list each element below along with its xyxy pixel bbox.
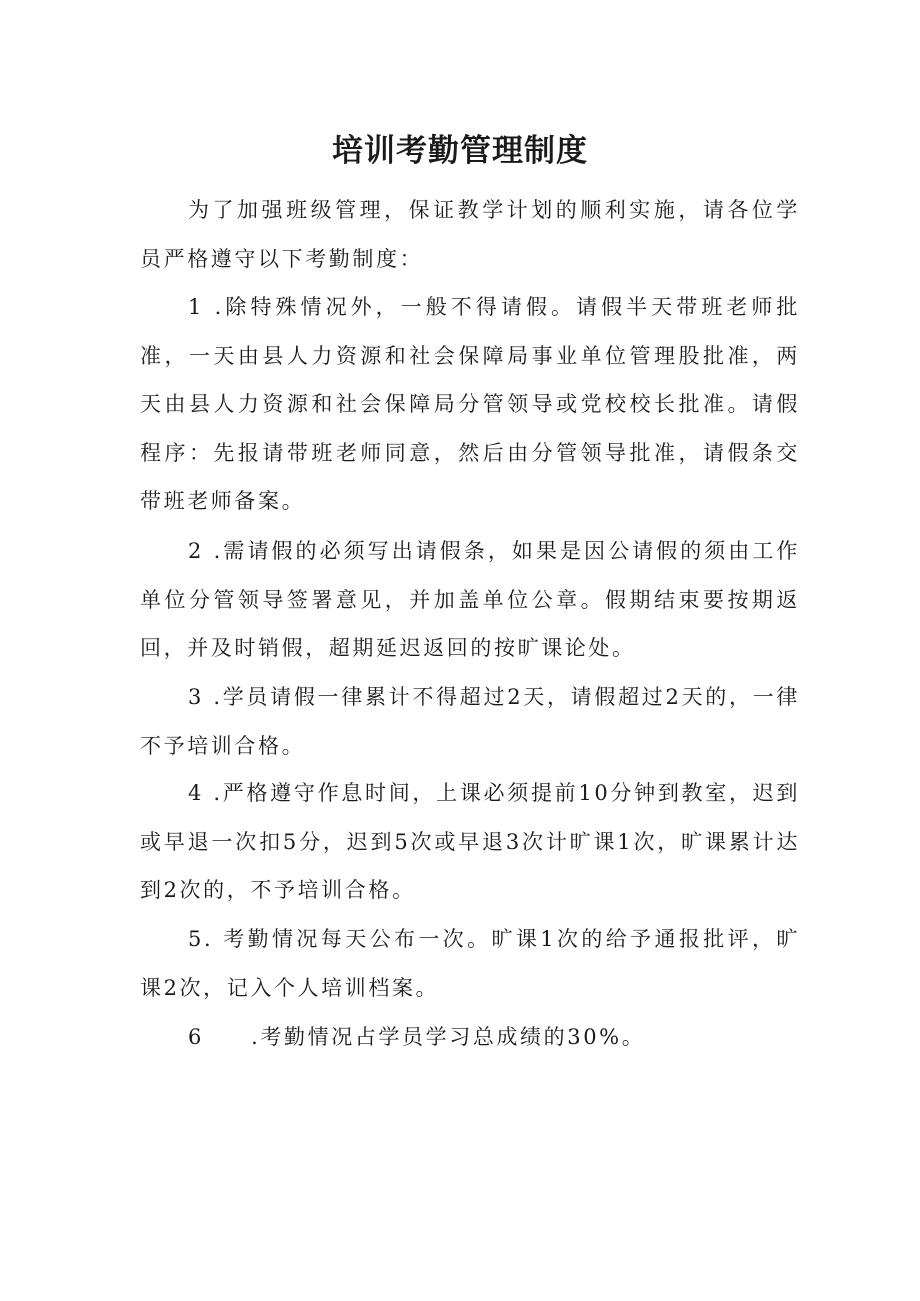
rule-item-2: 2 .需请假的必须写出请假条，如果是因公请假的须由工作单位分管领导签署意见，并加盖单位公章。假期结束要按期返回，并及时销假，超期延迟返回的按旷课论处。 xyxy=(140,539,800,660)
rule-item-5: 5. 考勤情况每天公布一次。旷课1次的给予通报批评，旷课2次，记入个人培训档案。 xyxy=(140,927,800,1000)
rule-item-4: 4 .严格遵守作息时间，上课必须提前10分钟到教室，迟到或早退一次扣5分，迟到5次或早退3次计旷课1次，旷课累计达到2次的，不予培训合格。 xyxy=(140,781,800,902)
intro-paragraph: 为了加强班级管理，保证教学计划的顺利实施，请各位学员严格遵守以下考勤制度： xyxy=(140,198,800,271)
rule-item-6: 6 .考勤情况占学员学习总成绩的30%。 xyxy=(188,1025,646,1049)
rule-item-1: 1 .除特殊情况外，一般不得请假。请假半天带班老师批准，一天由县人力资源和社会保障局事业单位管理股批准，两天由县人力资源和社会保障局分管领导或党校校长批准。请假程序：先报请带班老师同意，然后由分管领导批准，请假条交带班老师备案。 xyxy=(140,295,800,513)
rule-item-3: 3 .学员请假一律累计不得超过2天，请假超过2天的，一律不予培训合格。 xyxy=(140,685,800,758)
document-title: 培训考勤管理制度 xyxy=(332,133,588,169)
